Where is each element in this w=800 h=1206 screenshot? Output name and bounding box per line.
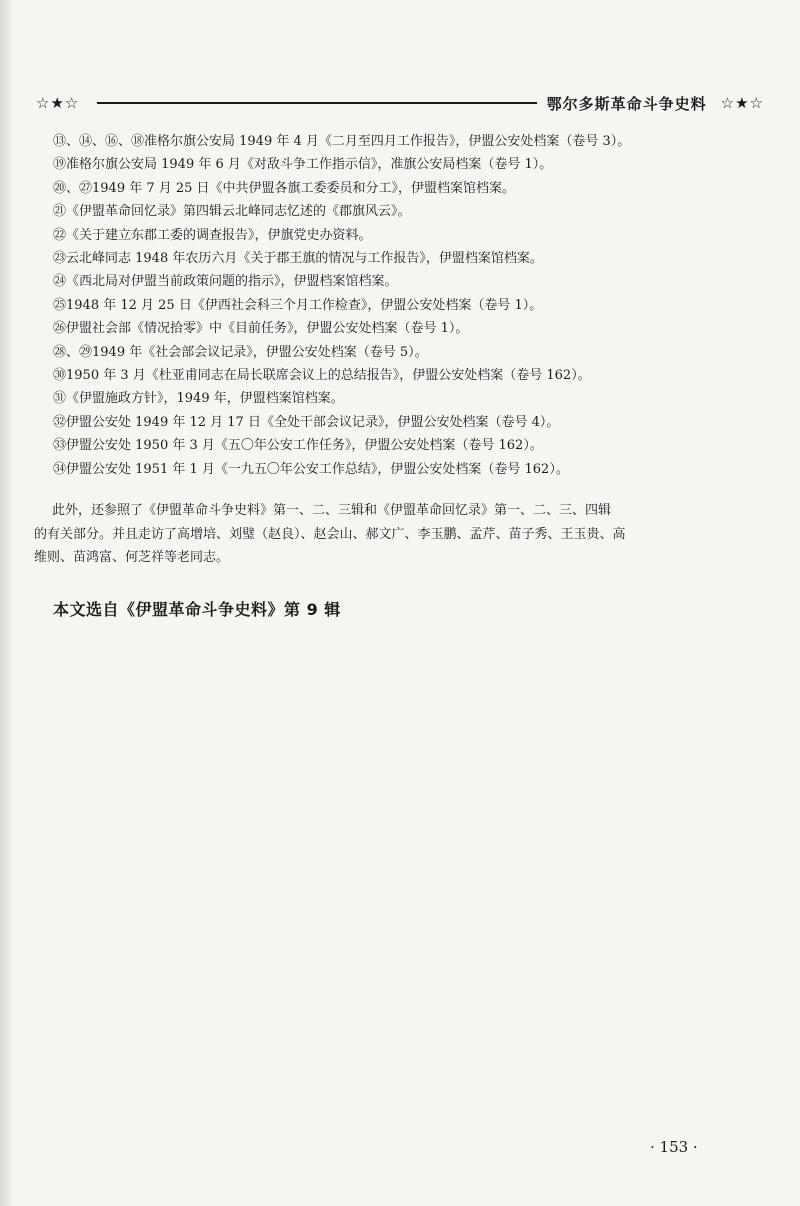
endnote: ⑬、⑭、⑯、⑱准格尔旗公安局 1949 年 4 月《二月至四月工作报告》，伊盟公安处档案（卷号 3）。 [53,134,631,149]
endnote: ㉑《伊盟革命回忆录》第四辑云北峰同志忆述的《郡旗风云》。 [53,204,411,220]
header-title: 鄂尔多斯革命斗争史料 [546,94,707,113]
endnote: ㉒《关于建立东郡工委的调查报告》，伊旗党史办资料。 [53,227,372,243]
additional-sources-paragraph [34,499,724,570]
paragraph-line: 维则、苗鸿富、何芝祥等老同志。 [34,550,230,565]
header-stars-right: ☆★☆ [720,94,764,112]
endnote: ⑳、㉗1949 年 7 月 25 日《中共伊盟各旗工委委员和分工》，伊盟档案馆档案。 [53,180,516,196]
endnote: ㉚1950 年 3 月《杜亚甫同志在局长联席会议上的总结报告》，伊盟公安处档案（卷号 162）。 [53,368,591,384]
endnote: ㉜伊盟公安处 1949 年 12 月 17 日《全处干部会议记录》，伊盟公安处档案（卷号 4）。 [53,414,560,430]
paragraph-line: 此外，还参照了《伊盟革命斗争史料》第一、二、三辑和《伊盟革命回忆录》第一、二、三、四辑 [52,503,612,518]
endnote: ㉘、㉙1949 年《社会部会议记录》，伊盟公安处档案（卷号 5）。 [53,344,428,360]
endnote: ㉔《西北局对伊盟当前政策问题的指示》，伊盟档案馆档案。 [53,274,398,290]
endnote: ㉛《伊盟施政方针》，1949 年，伊盟档案馆档案。 [53,391,344,407]
endnote: ㉕1948 年 12 月 25 日《伊西社会科三个月工作检查》，伊盟公安处档案（卷号 1）。 [53,297,543,313]
page-edge-shadow [0,0,14,1206]
endnotes-list [53,130,743,481]
endnote: ㉖伊盟社会部《情况拾零》中《目前任务》，伊盟公安处档案（卷号 1）。 [53,321,469,337]
paragraph-line: 的有关部分。并且走访了高增培、刘璧（赵良）、赵会山、郝文广、李玉鹏、孟芹、苗子秀、王玉贵、高 [34,526,626,542]
endnote: ⑲准格尔旗公安局 1949 年 6 月《对敌斗争工作指示信》，准旗公安局档案（卷号 1）。 [53,157,553,173]
running-header [36,92,764,114]
endnote: ㉓云北峰同志 1948 年农历六月《关于郡王旗的情况与工作报告》，伊盟档案馆档案。 [53,251,543,267]
endnote: ㉞伊盟公安处 1951 年 1 月《一九五〇年公安工作总结》，伊盟公安处档案（卷号 162）。 [53,461,569,477]
source-note: 本文选自《伊盟革命斗争史料》第 9 辑 [53,600,341,619]
header-stars-left: ☆★☆ [36,94,80,112]
header-rule [97,102,536,104]
page-number: · 153 · [650,1138,698,1156]
endnote: ㉝伊盟公安处 1950 年 3 月《五〇年公安工作任务》，伊盟公安处档案（卷号 162）。 [53,438,543,454]
